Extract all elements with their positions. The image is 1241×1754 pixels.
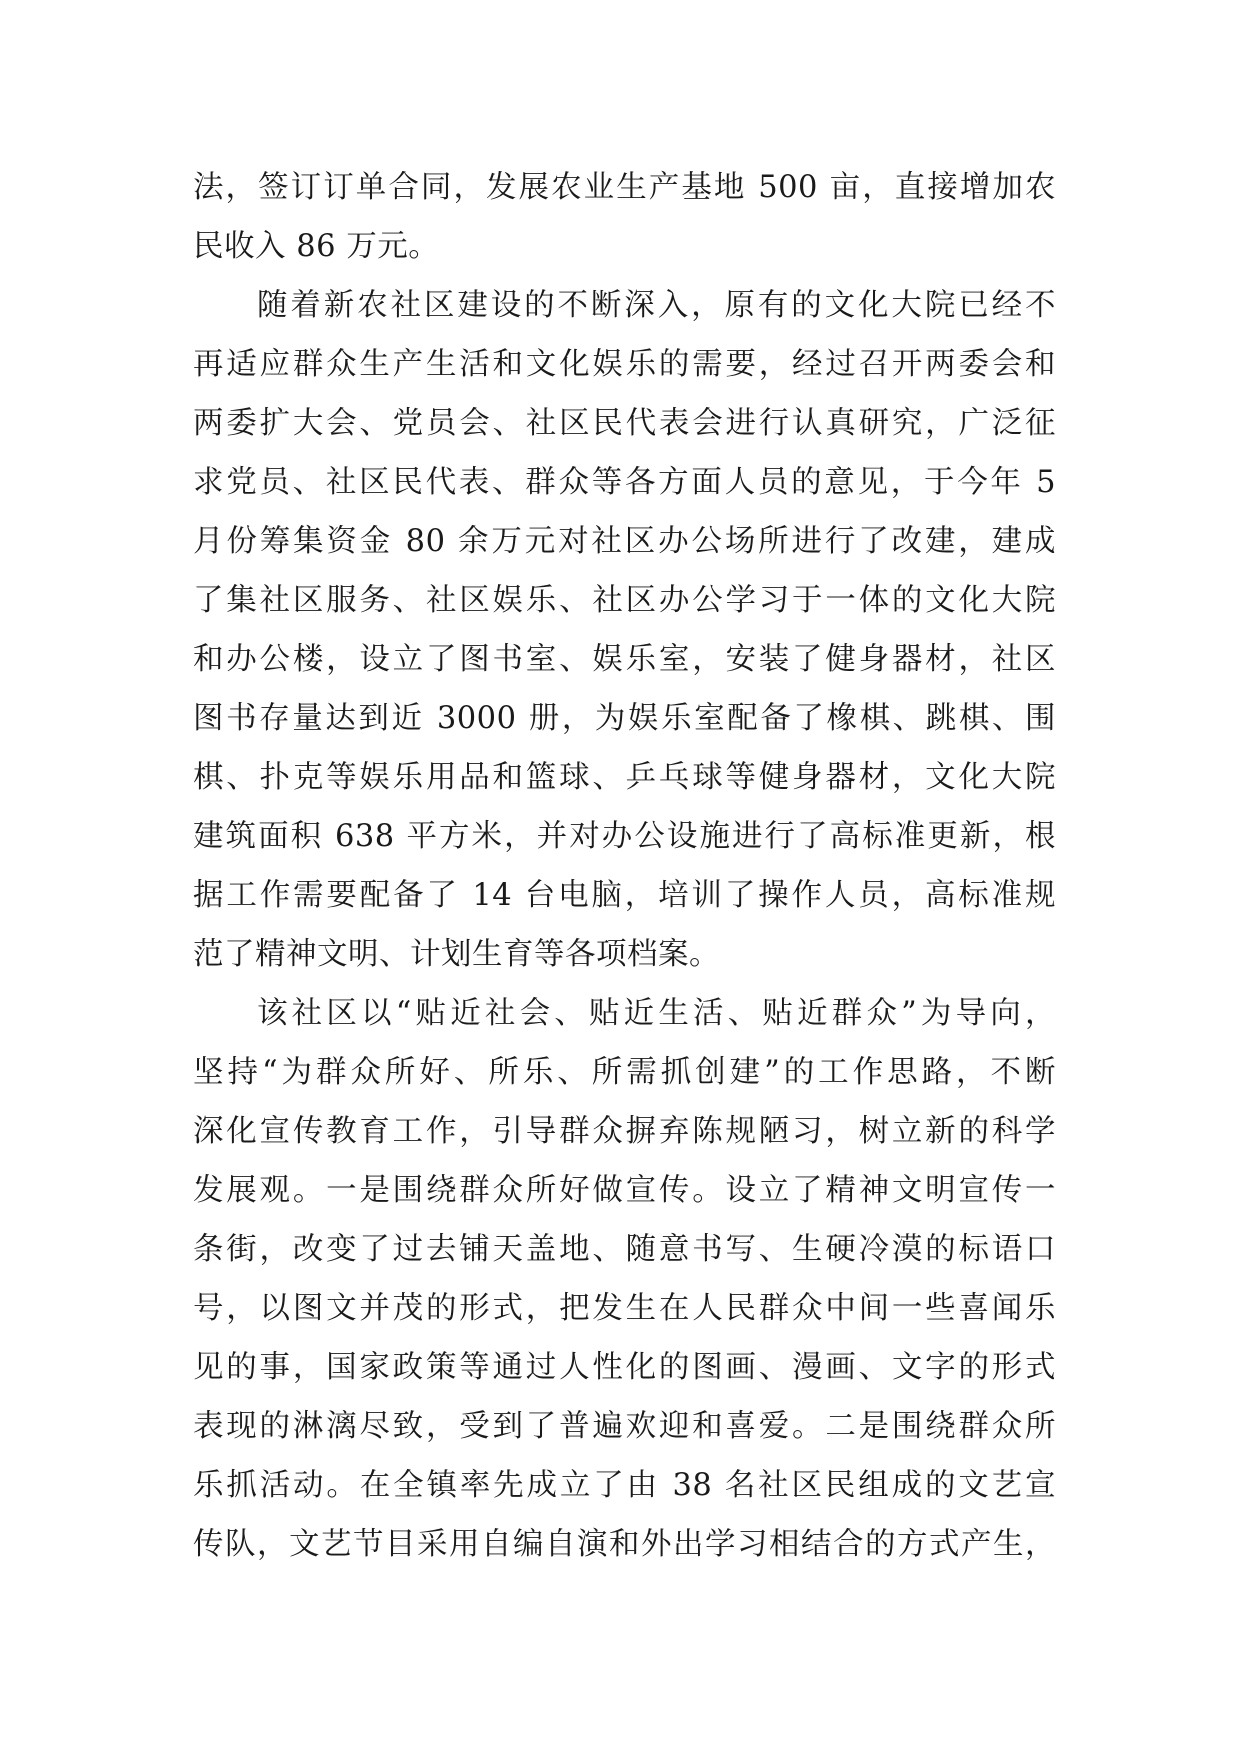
text-line: 求党员、社区民代表、群众等各方面人员的意见，于今年 5 [193, 465, 1056, 500]
text-line: 乐抓活动。在全镇率先成立了由 38 名社区民组成的文艺宣 [193, 1468, 1056, 1503]
text-line: 深化宣传教育工作，引导群众摒弃陈规陋习，树立新的科学 [193, 1114, 1056, 1149]
text-line: 该社区以“贴近社会、贴近生活、贴近群众”为导向， [257, 996, 1056, 1031]
paragraph-1 [193, 158, 1056, 276]
text-line: 随着新农社区建设的不断深入，原有的文化大院已经不 [257, 288, 1056, 323]
body-text [193, 158, 1056, 1574]
text-line: 据工作需要配备了 14 台电脑，培训了操作人员，高标准规 [193, 878, 1056, 913]
text-line: 坚持“为群众所好、所乐、所需抓创建”的工作思路，不断 [193, 1055, 1056, 1090]
text-line: 了集社区服务、社区娱乐、社区办公学习于一体的文化大院 [193, 583, 1056, 618]
text-line: 号，以图文并茂的形式，把发生在人民群众中间一些喜闻乐 [193, 1291, 1056, 1326]
text-line: 范了精神文明、计划生育等各项档案。 [193, 937, 720, 972]
text-line: 两委扩大会、党员会、社区民代表会进行认真研究，广泛征 [193, 406, 1056, 441]
text-line: 发展观。一是围绕群众所好做宣传。设立了精神文明宣传一 [193, 1173, 1056, 1208]
text-line: 条街，改变了过去铺天盖地、随意书写、生硬冷漠的标语口 [193, 1232, 1056, 1267]
text-line: 棋、扑克等娱乐用品和篮球、乒乓球等健身器材，文化大院 [193, 760, 1056, 795]
text-line: 月份筹集资金 80 余万元对社区办公场所进行了改建，建成 [193, 524, 1056, 559]
text-line: 图书存量达到近 3000 册，为娱乐室配备了橡棋、跳棋、围 [193, 701, 1056, 736]
text-line: 民收入 86 万元。 [193, 229, 440, 264]
paragraph-2 [193, 276, 1056, 984]
text-line: 建筑面积 638 平方米，并对办公设施进行了高标准更新，根 [193, 819, 1056, 854]
text-line: 法，签订订单合同，发展农业生产基地 500 亩，直接增加农 [193, 170, 1056, 205]
text-line: 表现的淋漓尽致，受到了普遍欢迎和喜爱。二是围绕群众所 [193, 1409, 1056, 1444]
text-line: 再适应群众生产生活和文化娱乐的需要，经过召开两委会和 [193, 347, 1056, 382]
paragraph-3 [193, 984, 1056, 1574]
text-line: 传队，文艺节目采用自编自演和外出学习相结合的方式产生， [193, 1527, 1056, 1562]
text-line: 见的事，国家政策等通过人性化的图画、漫画、文字的形式 [193, 1350, 1056, 1385]
text-line: 和办公楼，设立了图书室、娱乐室，安装了健身器材，社区 [193, 642, 1056, 677]
